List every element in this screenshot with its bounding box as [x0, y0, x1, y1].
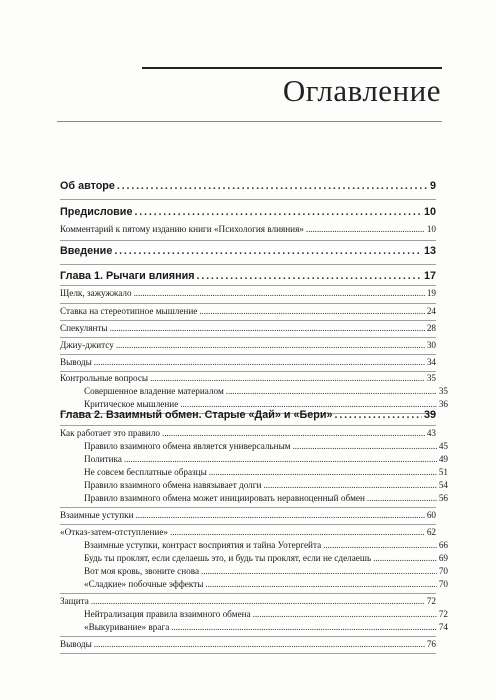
- toc-entry[interactable]: [60, 306, 436, 316]
- entry-page: 24: [426, 306, 436, 316]
- divider: [60, 593, 436, 594]
- divider: [60, 507, 436, 508]
- entry-page: 10: [426, 224, 436, 234]
- entry-page: 72: [426, 596, 436, 606]
- entry-title: Глава 1. Рычаги влияния: [60, 270, 195, 282]
- toc-subentry[interactable]: [72, 467, 448, 477]
- divider: [60, 636, 436, 637]
- divider: [60, 337, 436, 338]
- entry-page: 76: [426, 639, 436, 649]
- entry-page: 43: [426, 428, 436, 438]
- entry-title: Нейтрализация правила взаимного обмена: [84, 609, 251, 619]
- entry-title: Правило взаимного обмена является универсальным: [84, 441, 291, 451]
- entry-title: Контрольные вопросы: [60, 373, 149, 383]
- toc-subentry[interactable]: [72, 622, 448, 632]
- toc-entry[interactable]: [60, 596, 436, 606]
- entry-page: 17: [423, 270, 436, 282]
- entry-page: 62: [426, 527, 436, 537]
- entry-page: 56: [438, 493, 448, 503]
- entry-title: Совершенное владение материалом: [84, 386, 224, 396]
- entry-title: Ставка на стереотипное мышление: [60, 306, 198, 316]
- divider: [60, 425, 436, 426]
- entry-title: «Выкуривание» врага: [84, 622, 170, 632]
- divider: [60, 371, 436, 372]
- entry-page: 9: [429, 180, 436, 192]
- entry-title: Взаимные уступки: [60, 510, 134, 520]
- entry-title: Джиу-джитсу: [60, 340, 114, 350]
- entry-page: 70: [438, 579, 448, 589]
- entry-page: 35: [438, 386, 448, 396]
- entry-title: Взаимные уступки, контраст восприятия и тайна Уотергейта: [84, 540, 322, 550]
- toc-subentry[interactable]: [72, 493, 448, 503]
- entry-title: Не совсем бесплатные образцы: [84, 467, 207, 477]
- entry-page: 34: [426, 357, 436, 367]
- toc-subentry[interactable]: [72, 566, 448, 576]
- entry-page: 70: [438, 566, 448, 576]
- divider: [60, 653, 436, 654]
- divider: [60, 354, 436, 355]
- entry-title: Защита: [60, 596, 89, 606]
- toc-subentry[interactable]: [72, 441, 448, 451]
- toc-entry[interactable]: [60, 206, 436, 218]
- entry-page: 45: [438, 441, 448, 451]
- toc-entry[interactable]: [60, 639, 436, 649]
- toc-entry[interactable]: [60, 373, 436, 383]
- toc-entry[interactable]: [60, 357, 436, 367]
- entry-title: Выводы: [60, 357, 92, 367]
- entry-page: 13: [423, 245, 436, 257]
- entry-title: Предисловие: [60, 206, 133, 218]
- toc-subentry[interactable]: [72, 579, 448, 589]
- entry-page: 74: [438, 622, 448, 632]
- top-rule: [142, 67, 442, 69]
- entry-page: 39: [423, 409, 436, 421]
- entry-page: 28: [426, 323, 436, 333]
- toc-entry[interactable]: [60, 180, 436, 192]
- entry-page: 51: [438, 467, 448, 477]
- entry-title: Введение: [60, 245, 113, 257]
- toc-entry[interactable]: [60, 245, 436, 257]
- toc-subentry[interactable]: [72, 454, 448, 464]
- entry-page: 49: [438, 454, 448, 464]
- toc-subentry[interactable]: [72, 480, 448, 490]
- divider: [60, 524, 436, 525]
- entry-title: Правило взаимного обмена навязывает долги: [84, 480, 262, 490]
- entry-page: 60: [426, 510, 436, 520]
- toc-entry[interactable]: [60, 510, 436, 520]
- entry-page: 30: [426, 340, 436, 350]
- toc-subentry[interactable]: [72, 609, 448, 619]
- entry-title: Выводы: [60, 639, 92, 649]
- entry-page: 72: [438, 609, 448, 619]
- page-title: Оглавление: [282, 73, 441, 108]
- toc-subentry[interactable]: [72, 399, 448, 409]
- entry-page: 19: [426, 288, 436, 298]
- toc-entry[interactable]: [60, 323, 436, 333]
- entry-title: Правило взаимного обмена может инициировать неравноценный обмен: [84, 493, 365, 503]
- divider: [60, 303, 436, 304]
- entry-title: «Отказ-затем-отступление»: [60, 527, 169, 537]
- entry-title: «Сладкие» побочные эффекты: [84, 579, 204, 589]
- divider: [60, 320, 436, 321]
- entry-page: 36: [438, 399, 448, 409]
- entry-page: 69: [438, 553, 448, 563]
- toc-entry[interactable]: [60, 409, 436, 421]
- divider: [60, 240, 436, 241]
- divider: [60, 199, 436, 200]
- entry-title: Критическое мышление: [84, 399, 179, 409]
- toc-entry[interactable]: [60, 270, 436, 282]
- toc-entry[interactable]: [60, 224, 436, 234]
- entry-page: 35: [426, 373, 436, 383]
- entry-title: Глава 2. Взаимный обмен. Старые «Дай» и «Бери»: [60, 409, 333, 421]
- entry-page: 10: [423, 206, 436, 218]
- entry-title: Щелк, зажужжало: [60, 288, 132, 298]
- toc-subentry[interactable]: [72, 540, 448, 550]
- entry-title: Об авторе: [60, 180, 115, 192]
- toc-entry[interactable]: [60, 527, 436, 537]
- title-rule: [57, 121, 442, 122]
- divider: [60, 264, 436, 265]
- entry-page: 66: [438, 540, 448, 550]
- entry-title: Спекулянты: [60, 323, 108, 333]
- toc-entry[interactable]: [60, 288, 436, 298]
- toc-subentry[interactable]: [72, 386, 448, 396]
- entry-title: Как работает это правило: [60, 428, 161, 438]
- entry-title: Политика: [84, 454, 122, 464]
- entry-title: Вот моя кровь, звоните снова: [84, 566, 200, 576]
- toc-entry[interactable]: [60, 340, 436, 350]
- entry-page: 54: [438, 480, 448, 490]
- entry-title: Будь ты проклят, если сделаешь это, и будь ты проклят, если не сделаешь: [84, 553, 372, 563]
- entry-title: Комментарий к пятому изданию книги «Психология влияния»: [60, 224, 304, 234]
- toc-subentry[interactable]: [72, 553, 448, 563]
- toc-entry[interactable]: [60, 428, 436, 438]
- divider: [60, 285, 436, 286]
